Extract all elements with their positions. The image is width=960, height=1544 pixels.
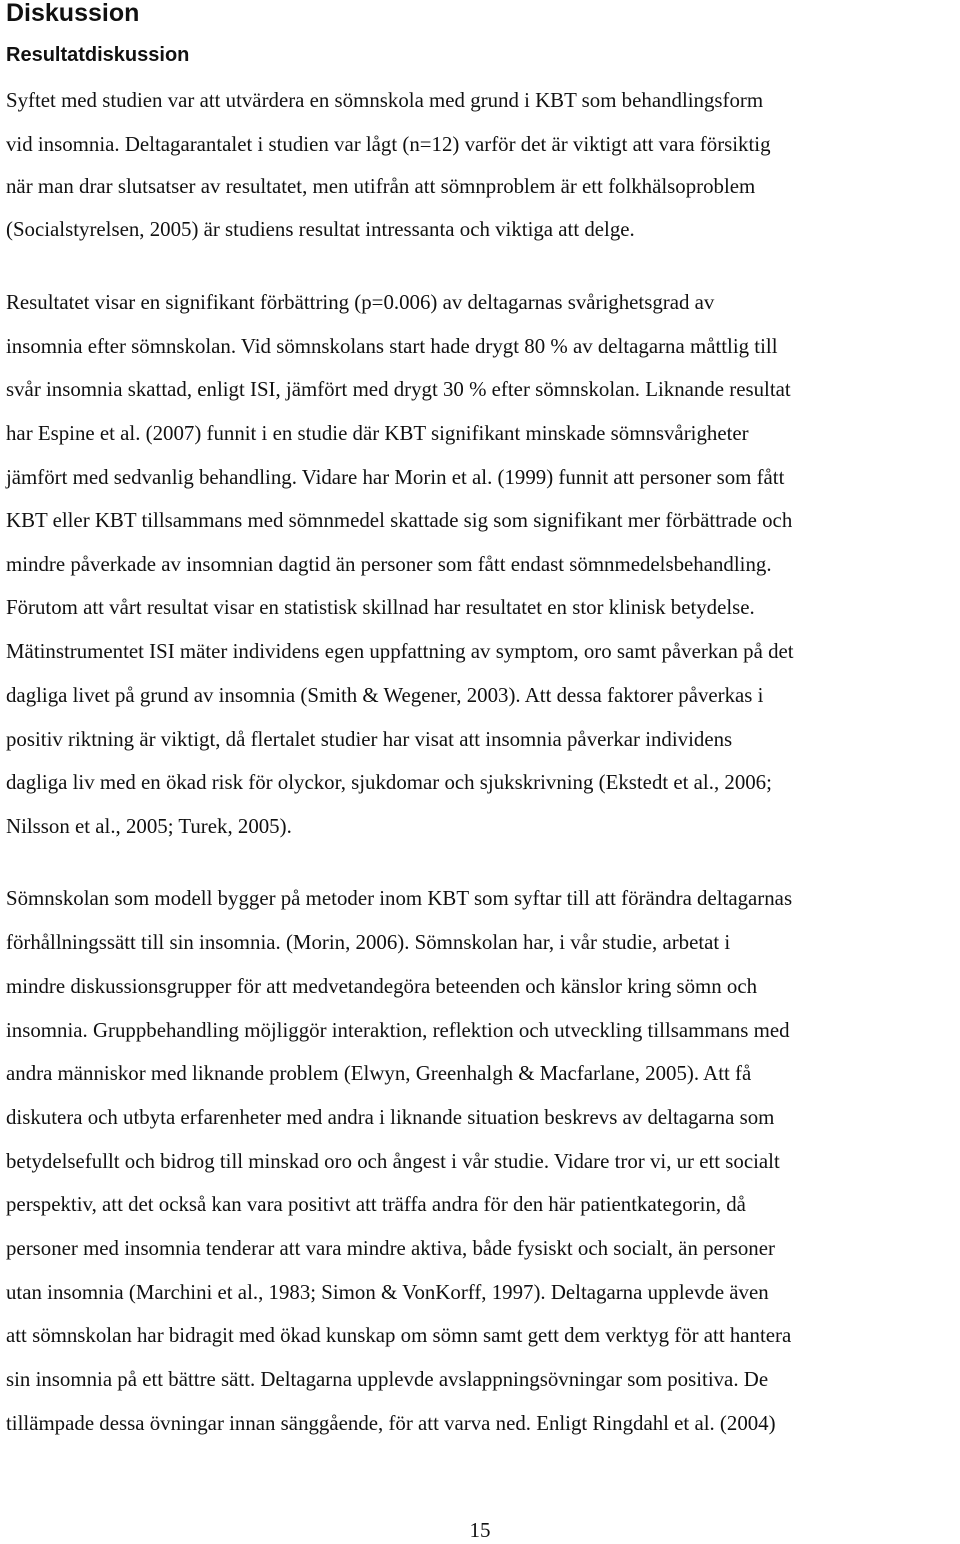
text-line: förhållningssätt till sin insomnia. (Morin, 2006). Sömnskolan har, i vår studie, arbetat i <box>6 930 731 954</box>
section-heading: Diskussion <box>6 0 140 27</box>
text-line: att sömnskolan har bidragit med ökad kunskap om sömn samt gett dem verktyg för att hantera <box>6 1323 792 1347</box>
text-line: diskutera och utbyta erfarenheter med andra i liknande situation beskrevs av deltagarna som <box>6 1105 775 1129</box>
text-line: insomnia efter sömnskolan. Vid sömnskolans start hade drygt 80 % av deltagarna måttlig till <box>6 334 778 358</box>
text-line: jämfört med sedvanlig behandling. Vidare har Morin et al. (1999) funnit att personer som fått <box>6 465 785 489</box>
text-line: Sömnskolan som modell bygger på metoder inom KBT som syftar till att förändra deltagarnas <box>6 886 793 910</box>
text-line: Förutom att vårt resultat visar en statistisk skillnad har resultatet en stor klinisk betydelse. <box>6 595 755 619</box>
text-line: tillämpade dessa övningar innan sänggående, för att varva ned. Enligt Ringdahl et al. (2004) <box>6 1411 776 1435</box>
text-line: perspektiv, att det också kan vara positivt att träffa andra för den här patientkategorin, då <box>6 1192 746 1216</box>
text-line: sin insomnia på ett bättre sätt. Deltagarna upplevde avslappningsövningar som positiva. De <box>6 1367 769 1391</box>
text-line: när man drar slutsatser av resultatet, men utifrån att sömnproblem är ett folkhälsoproblem <box>6 174 756 198</box>
text-line: dagliga liv med en ökad risk för olyckor, sjukdomar och sjukskrivning (Ekstedt et al., 2006; <box>6 770 772 794</box>
text-line: har Espine et al. (2007) funnit i en studie där KBT signifikant minskade sömnsvårigheter <box>6 421 749 445</box>
text-line: Resultatet visar en signifikant förbättring (p=0.006) av deltagarnas svårighetsgrad av <box>6 290 715 314</box>
text-line: vid insomnia. Deltagarantalet i studien var lågt (n=12) varför det är viktigt att vara försiktig <box>6 132 771 156</box>
subsection-heading: Resultatdiskussion <box>6 44 190 66</box>
text-line: Syftet med studien var att utvärdera en sömnskola med grund i KBT som behandlingsform <box>6 88 764 112</box>
text-line: dagliga livet på grund av insomnia (Smith & Wegener, 2003). Att dessa faktorer påverkas i <box>6 683 764 707</box>
text-line: positiv riktning är viktigt, då flertalet studier har visat att insomnia påverkar individens <box>6 727 733 751</box>
text-line: betydelsefullt och bidrog till minskad oro och ångest i vår studie. Vidare tror vi, ur ett socialt <box>6 1149 780 1173</box>
text-line: utan insomnia (Marchini et al., 1983; Simon & VonKorff, 1997). Deltagarna upplevde även <box>6 1280 769 1304</box>
text-line: svår insomnia skattad, enligt ISI, jämfört med drygt 30 % efter sömnskolan. Liknande resultat <box>6 377 791 401</box>
text-line: insomnia. Gruppbehandling möjliggör interaktion, reflektion och utveckling tillsammans med <box>6 1018 790 1042</box>
text-line: personer med insomnia tenderar att vara mindre aktiva, både fysiskt och socialt, än personer <box>6 1236 775 1260</box>
text-line: mindre diskussionsgrupper för att medvetandegöra beteenden och känslor kring sömn och <box>6 974 758 998</box>
text-line: Mätinstrumentet ISI mäter individens egen uppfattning av symptom, oro samt påverkan på det <box>6 639 794 663</box>
text-line: mindre påverkade av insomnian dagtid än personer som fått endast sömnmedelsbehandling. <box>6 552 772 576</box>
page-number: 15 <box>469 1518 491 1542</box>
text-line: KBT eller KBT tillsammans med sömnmedel skattade sig som signifikant mer förbättrade och <box>6 508 793 532</box>
text-line: Nilsson et al., 2005; Turek, 2005). <box>6 814 292 838</box>
text-line: (Socialstyrelsen, 2005) är studiens resultat intressanta och viktiga att delge. <box>6 217 635 241</box>
text-line: andra människor med liknande problem (Elwyn, Greenhalgh & Macfarlane, 2005). Att få <box>6 1061 752 1085</box>
